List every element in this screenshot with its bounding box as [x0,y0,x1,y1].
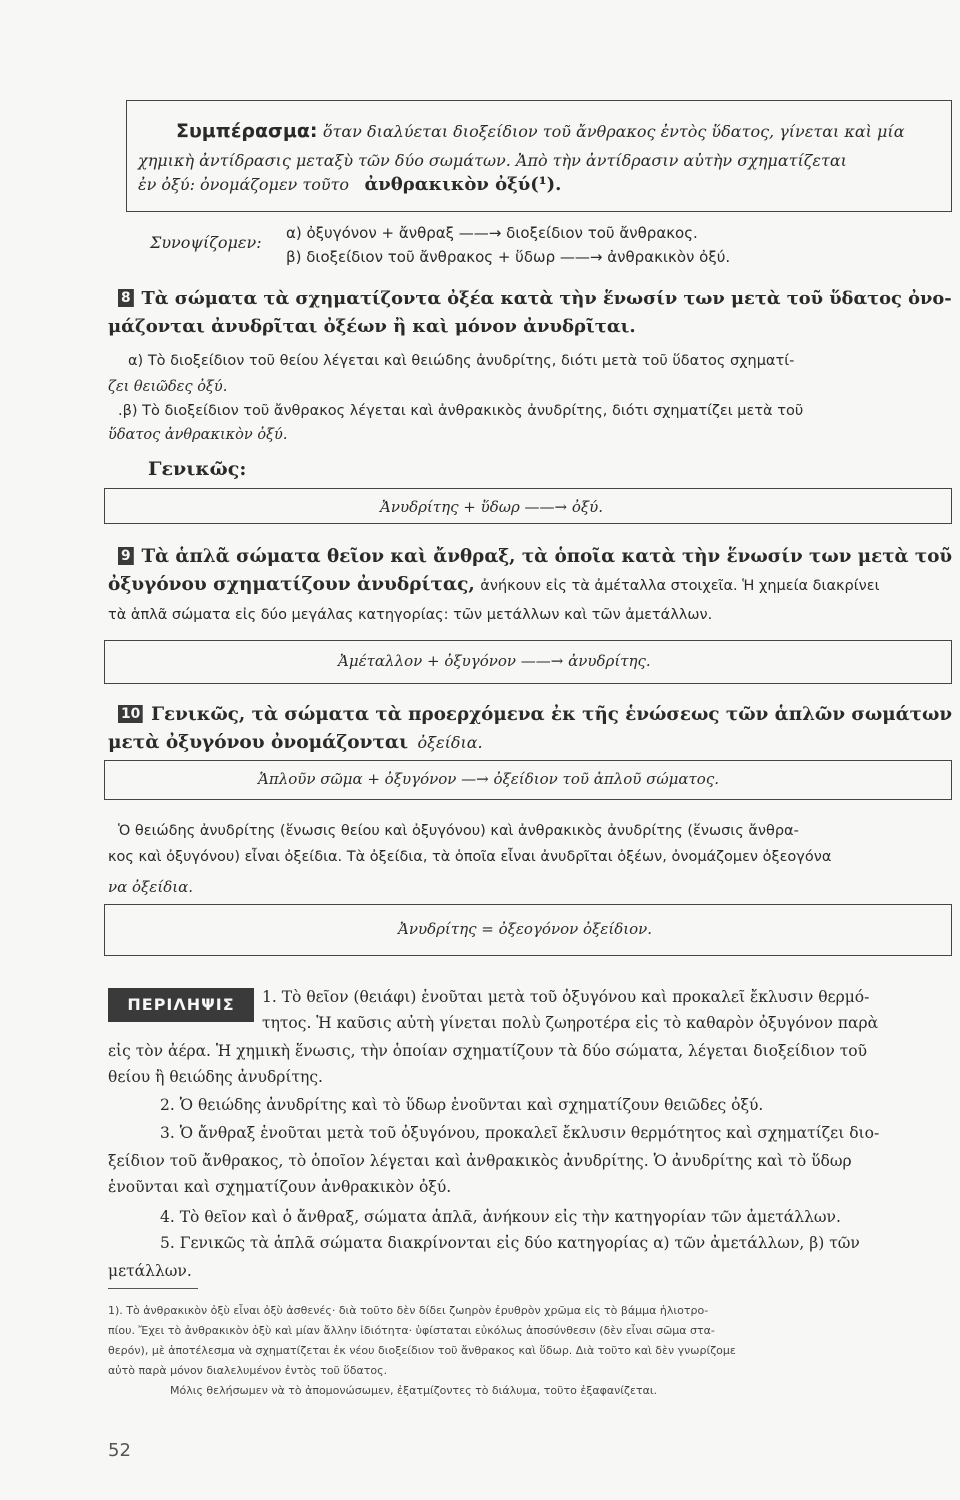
summary-item-1-line-3: εἰς τὸν ἀέρα. Ἡ χημικὴ ἕνωσις, τὴν ὁποίαν σχηματίζουν τὰ δύο σώματα, λέγεται διοξείδιον τοῦ [108,1042,868,1060]
section-9-title-line-2 [108,574,880,597]
section-9-title-text-2: ὀξυγόνου σχηματίζουν ἀνυδρίτας, [108,574,475,595]
section-10-title-text-1: Γενικῶς, τὰ σώματα τὰ προερχόμενα ἐκ τῆς ἑνώσεως τῶν ἁπλῶν σωμάτων [151,704,953,725]
general-heading: Γενικῶς: [148,458,247,480]
summary-item-1-line-1: 1. Τὸ θεῖον (θειάφι) ἑνοῦται μετὰ τοῦ ὀξυγόνου καὶ προκαλεῖ ἔκλυσιν θερμό- [262,988,870,1006]
oxides-term: ὀξείδια. [417,733,483,752]
summary-item-1-line-4: θείου ἢ θειώδης ἀνυδρίτης. [108,1068,323,1086]
summary-reaction-b: β) διοξείδιον τοῦ ἄνθρακος + ὕδωρ ——→ ἀνθρακικὸν ὀξύ. [286,248,731,266]
summary-item-1-line-2: τητος. Ἡ καῦσις αὐτὴ γίνεται πολὺ ζωηροτέρα εἰς τὸ καθαρὸν ὀξυγόνον παρὰ [262,1014,879,1032]
conclusion-line-1 [176,120,905,143]
summary-item-2: 2. Ὁ θειώδης ἀνυδρίτης καὶ τὸ ὕδωρ ἑνοῦνται καὶ σχηματίζουν θειῶδες ὀξύ. [160,1096,764,1114]
section-8-item-b-1: .β) Τὸ διοξείδιον τοῦ ἄνθρακος λέγεται καὶ ἀνθρακικὸς ἀνυδρίτης, διότι σχηματίζει μετὰ τοῦ [118,403,804,419]
conclusion-text-3: ἐν ὀξύ: ὀνομάζομεν τοῦτο [138,175,350,194]
conclusion-text-1: ὅταν διαλύεται διοξείδιον τοῦ ἄνθρακος ἐντὸς ὕδατος, γίνεται καὶ μία [322,122,905,141]
conclusion-line-3 [138,174,561,196]
section-10-para-2: κος καὶ ὀξυγόνου) εἶναι ὀξείδια. Τὰ ὀξείδια, τὰ ὁποῖα εἶναι ἀνυδρῖται ὀξέων, ὀνομάζομεν ὀξεογόνα [108,849,832,865]
formula-anhydride-water: Ἀνυδρίτης + ὕδωρ ——→ ὀξύ. [380,498,604,516]
summary-item-5-line-1: 5. Γενικῶς τὰ ἁπλᾶ σώματα διακρίνονται εἰς δύο κατηγορίας α) τῶν ἀμετάλλων, β) τῶν [160,1234,860,1252]
conclusion-label: Συμπέρασμα: [176,120,318,142]
footnote-line-1: 1). Τὸ ἀνθρακικὸν ὀξὺ εἶναι ὀξὺ ἀσθενές· διὰ τοῦτο δὲν δίδει ζωηρὸν ἐρυθρὸν χρῶμα εἰς τὸ βάμμα ἡλιοτρο- [108,1304,709,1317]
section-10-number: 10 [118,705,143,723]
section-8-number: 8 [118,289,134,307]
section-10-para-1: Ὁ θειώδης ἀνυδρίτης (ἕνωσις θείου καὶ ὀξυγόνου) καὶ ἀνθρακικὸς ἀνυδρίτης (ἕνωσις ἄνθρα- [118,823,799,839]
summary-reaction-a: α) ὀξυγόνον + ἄνθραξ ——→ διοξείδιον τοῦ ἄνθρακος. [286,224,698,242]
page-number: 52 [108,1440,131,1461]
section-8-item-b-2: ὕδατος ἀνθρακικὸν ὀξύ. [108,427,288,443]
conclusion-text-2: χημικὴ ἀντίδρασις μεταξὺ τῶν δύο σωμάτων. Ἀπὸ τὴν ἀντίδρασιν αὐτὴν σχηματίζεται [138,151,847,170]
footnote-line-2: πίου. Ἔχει τὸ ἀνθρακικὸν ὀξὺ καὶ μίαν ἄλλην ἰδιότητα· ὑφίσταται εὐκόλως ἀποσύνθεσιν (δὲν εἶναι σῶμα στα- [108,1324,715,1337]
footnote-line-5: Μόλις θελήσωμεν νὰ τὸ ἀπομονώσωμεν, ἐξατμίζοντες τὸ διάλυμα, τοῦτο ἐξαφανίζεται. [170,1384,658,1397]
summary-item-3-line-2: ξείδιον τοῦ ἄνθρακος, τὸ ὁποῖον λέγεται καὶ ἀνθρακικὸς ἀνυδρίτης. Ὁ ἀνυδρίτης καὶ τὸ ὕδωρ [108,1152,852,1170]
section-8-title-line-1 [118,288,952,310]
section-8-item-a-1: α) Τὸ διοξείδιον τοῦ θείου λέγεται καὶ θειώδης ἀνυδρίτης, διότι μετὰ τοῦ ὕδατος σχηματί- [128,353,795,369]
formula-nonmetal-oxygen: Ἀμέταλλον + ὀξυγόνον ——→ ἀνυδρίτης. [338,652,651,670]
summary-item-4: 4. Τὸ θεῖον καὶ ὁ ἄνθραξ, σώματα ἁπλᾶ, ἀνήκουν εἰς τὴν κατηγορίαν τῶν ἀμετάλλων. [160,1208,841,1226]
section-8-item-a-2: ζει θειῶδες ὀξύ. [108,379,228,395]
section-9-title-line-1 [118,546,952,568]
summary-item-5-line-2: μετάλλων. [108,1262,192,1280]
section-9-title-text-1: Τὰ ἁπλᾶ σώματα θεῖον καὶ ἄνθραξ, τὰ ὁποῖα κατὰ τὴν ἕνωσίν των μετὰ τοῦ [141,546,953,567]
footnote-line-3: θερόν), μὲ ἀποτέλεσμα νὰ σχηματίζεται ἐκ νέου διοξείδιον τοῦ ἄνθρακος καὶ ὕδωρ. Διὰ τοῦτο καὶ δὲν γνωρίζομε [108,1344,736,1357]
formula-anhydride-acid-oxide: Ἀνυδρίτης = ὀξεογόνον ὀξείδιον. [398,920,653,938]
section-10-title-line-2 [108,732,483,754]
summary-item-3-line-1: 3. Ὁ ἄνθραξ ἑνοῦται μετὰ τοῦ ὀξυγόνου, προκαλεῖ ἔκλυσιν θερμότητος καὶ σχηματίζει διο- [160,1124,880,1142]
footnote-line-4: αὐτὸ παρὰ μόνον διαλελυμένον ἐντὸς τοῦ ὕδατος. [108,1364,388,1377]
section-10-title-line-1 [118,704,952,726]
summary-badge: ΠΕΡΙΛΗΨΙΣ [108,988,254,1022]
summary-label: Συνοψίζομεν: [150,233,262,252]
section-10-title-text-2: μετὰ ὀξυγόνου ὀνομάζονται [108,732,409,753]
section-9-text-2: ἀνήκουν εἰς τὰ ἀμέταλλα στοιχεῖα. Ἡ χημεία διακρίνει [480,578,880,594]
section-10-para-3: να ὀξείδια. [108,878,194,896]
carbonic-acid-term: ἀνθρακικὸν ὀξύ(¹). [364,174,562,195]
section-9-number: 9 [118,547,134,565]
section-8-title-text-1: Τὰ σώματα τὰ σχηματίζοντα ὀξέα κατὰ τὴν ἕνωσίν των μετὰ τοῦ ὕδατος ὀνο- [141,288,952,309]
section-9-text-3: τὰ ἁπλᾶ σώματα εἰς δύο μεγάλας κατηγορίας: τῶν μετάλλων καὶ τῶν ἀμετάλλων. [108,607,713,623]
section-8-title-line-2: μάζονται ἀνυδρῖται ὀξέων ἢ καὶ μόνον ἀνυδρῖται. [108,316,636,337]
footnote-rule [108,1288,198,1289]
summary-item-3-line-3: ἑνοῦνται καὶ σχηματίζουν ἀνθρακικὸν ὀξύ. [108,1178,452,1196]
formula-element-oxygen: Ἁπλοῦν σῶμα + ὀξυγόνον —→ ὀξείδιον τοῦ ἁπλοῦ σώματος. [258,770,719,788]
